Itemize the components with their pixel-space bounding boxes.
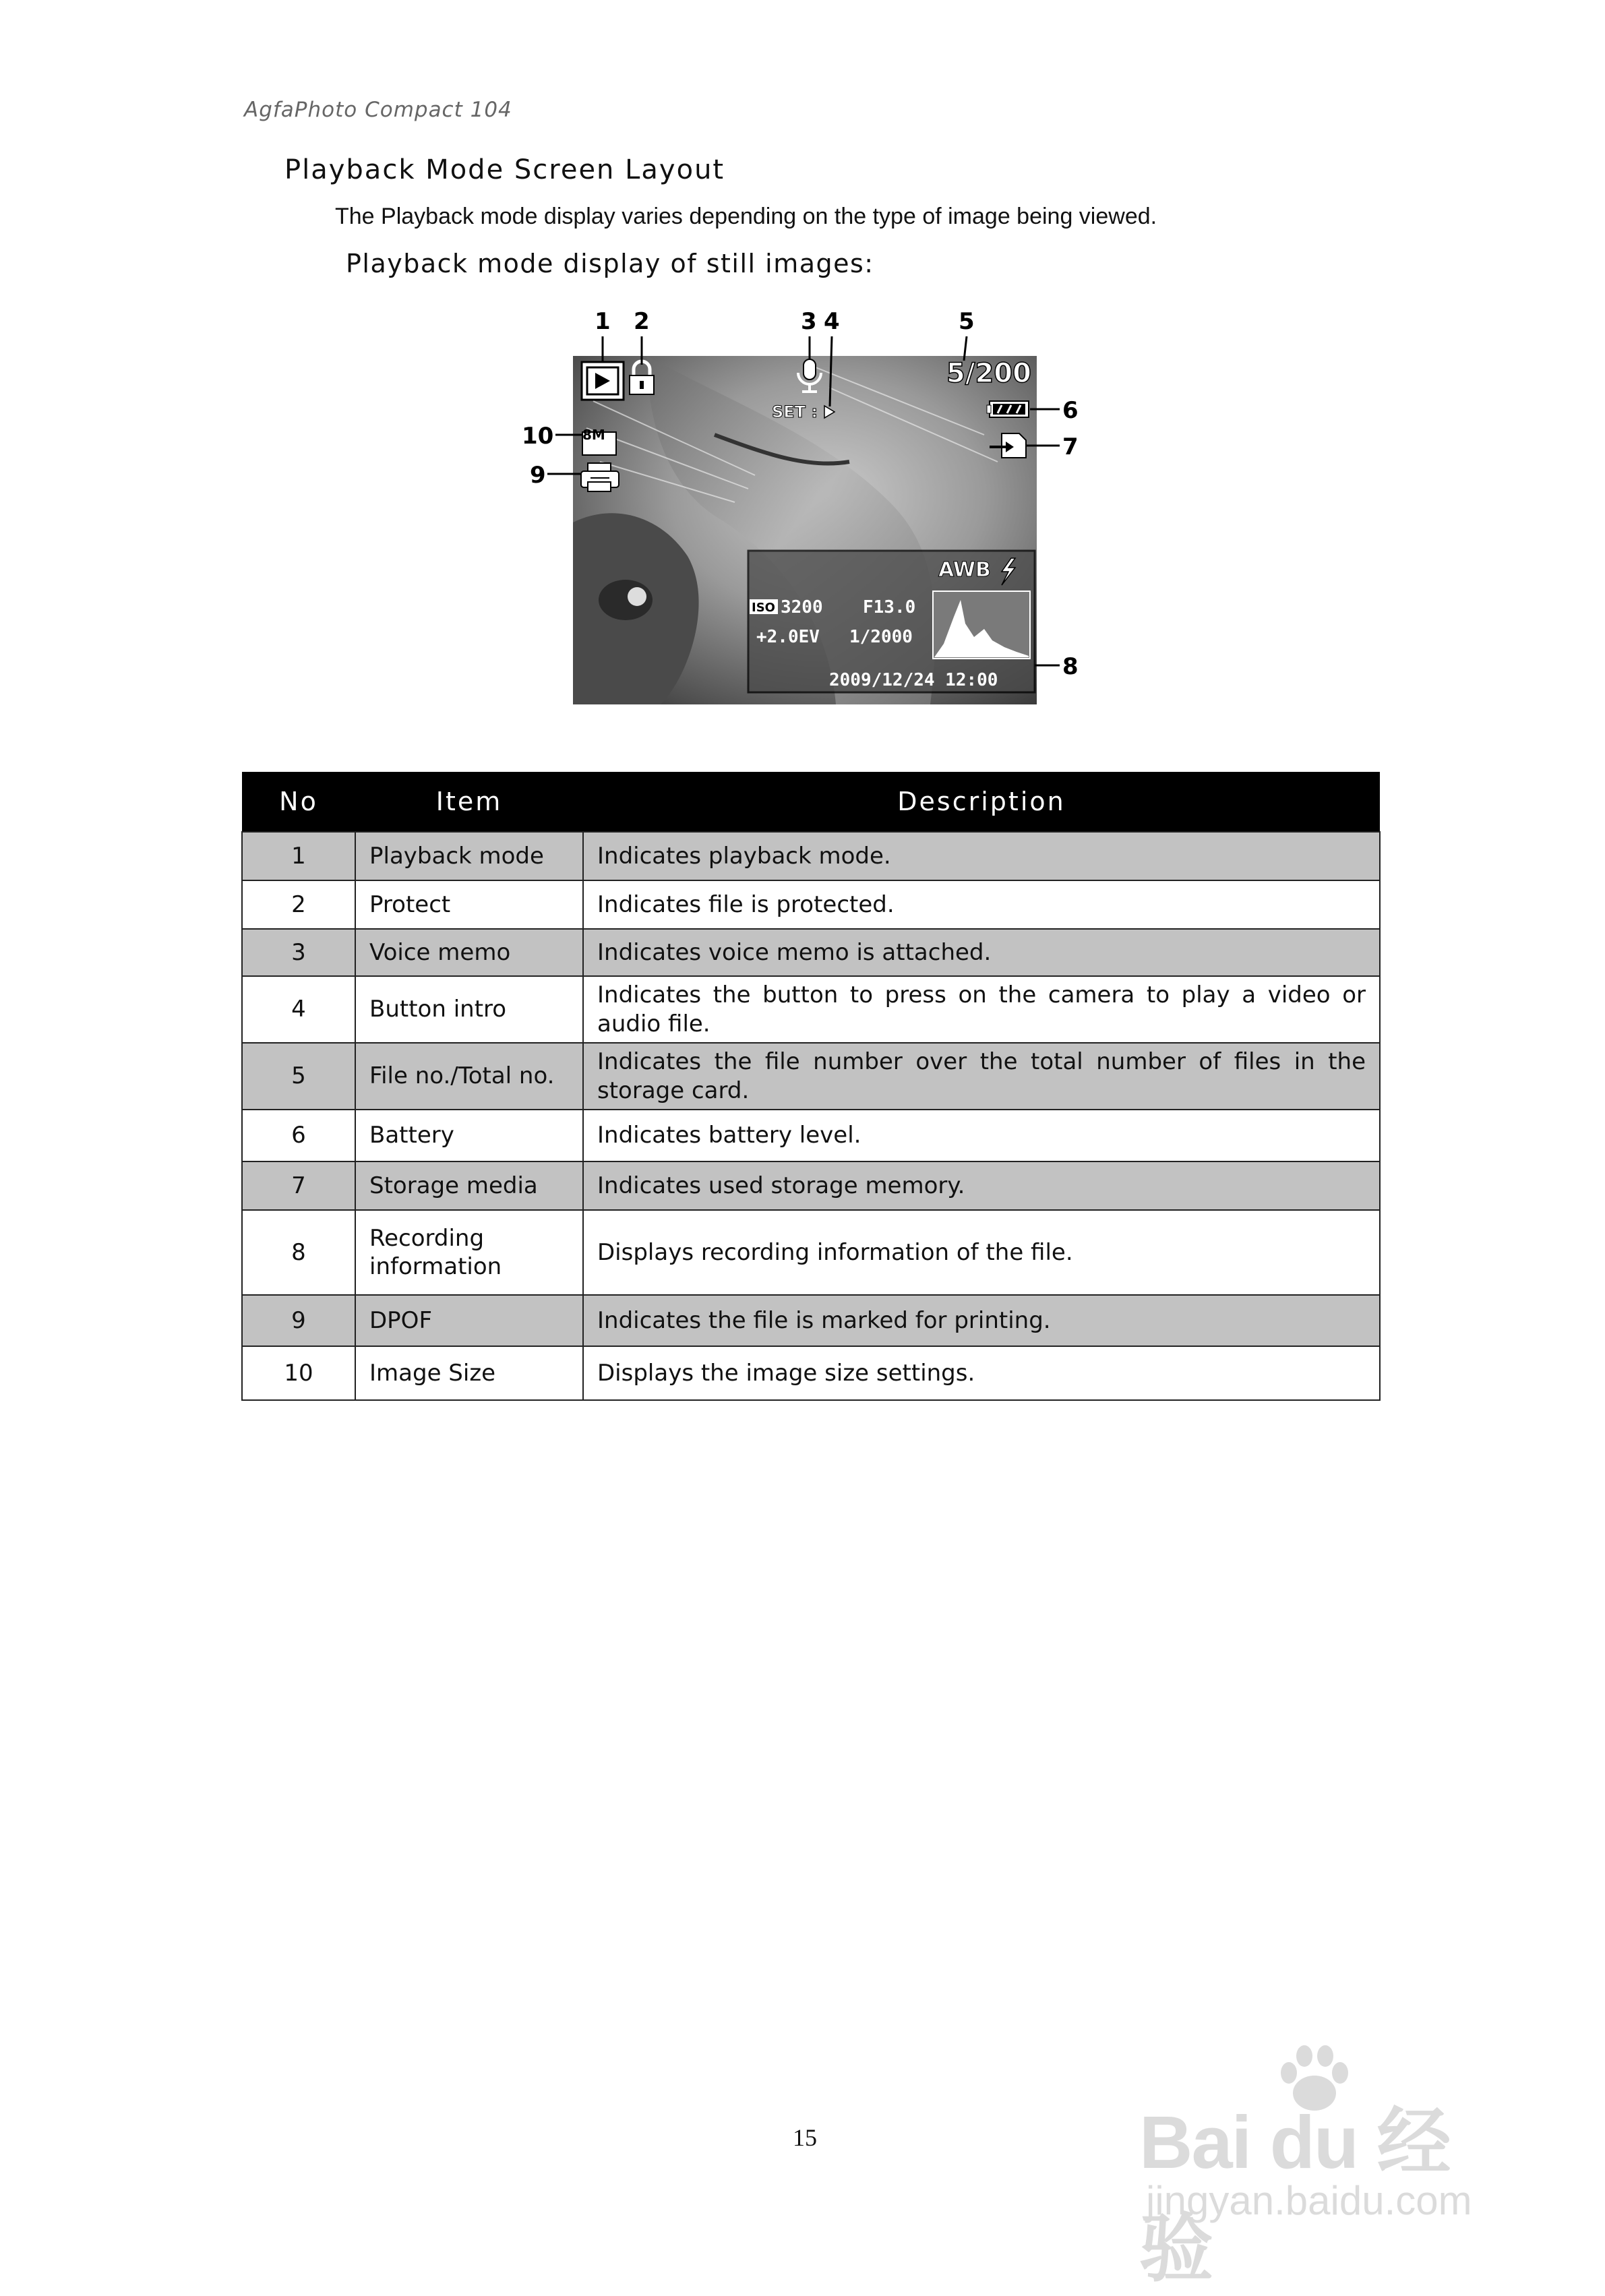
callout-8: 8 [1062, 653, 1079, 680]
row-no: 6 [242, 1110, 355, 1161]
watermark-brand: Bai du 经验 [1139, 2101, 1450, 2291]
table-row [242, 1110, 1380, 1161]
iso-label: ISO [752, 601, 775, 615]
row-description: Displays the image size settings. [583, 1346, 1380, 1400]
recording-info-panel [748, 551, 1035, 692]
row-item: Protect [355, 880, 583, 929]
row-description: Indicates the file is marked for printing. [583, 1295, 1380, 1346]
callout-10: 10 [522, 423, 554, 450]
set-label: SET : [772, 402, 818, 421]
row-no: 2 [242, 880, 355, 929]
table-row [242, 1210, 1380, 1295]
header-no: No [242, 772, 355, 832]
iso-value: 3200 [781, 597, 823, 617]
row-description: Indicates voice memo is attached. [583, 929, 1380, 976]
row-description: Indicates the button to press on the camera to play a video or audio file. [583, 976, 1380, 1043]
table-row [242, 832, 1380, 880]
row-no: 10 [242, 1346, 355, 1400]
cat-highlight [628, 587, 646, 606]
row-item: Button intro [355, 976, 583, 1043]
table-row [242, 1346, 1380, 1400]
row-item: Voice memo [355, 929, 583, 976]
callout-7: 7 [1062, 433, 1079, 460]
figure-drawing [512, 300, 1092, 704]
header-item: Item [355, 772, 583, 832]
table-row [242, 880, 1380, 929]
row-item: DPOF [355, 1295, 583, 1346]
table-row [242, 976, 1380, 1043]
callout-3: 3 [801, 308, 817, 335]
row-no: 7 [242, 1161, 355, 1210]
running-title: AgfaPhoto Compact 104 [244, 98, 512, 122]
intro-paragraph: The Playback mode display varies depending on the type of image being viewed. [335, 204, 1157, 229]
shutter: 1/2000 [849, 627, 913, 647]
row-item: Storage media [355, 1161, 583, 1210]
battery-icon [987, 401, 1029, 417]
row-item: Battery [355, 1110, 583, 1161]
callout-2: 2 [634, 308, 650, 335]
playback-screen-figure [512, 300, 1092, 704]
row-description: Indicates used storage memory. [583, 1161, 1380, 1210]
histogram-icon [933, 591, 1030, 659]
row-description: Indicates file is protected. [583, 880, 1380, 929]
row-no: 9 [242, 1295, 355, 1346]
awb-label: AWB [938, 558, 991, 582]
callout-6: 6 [1062, 397, 1079, 424]
table-row [242, 1043, 1380, 1110]
callout-4: 4 [824, 308, 840, 335]
callout-9: 9 [530, 462, 546, 489]
section-title: Playback Mode Screen Layout [284, 154, 725, 185]
row-item: Recording information [355, 1210, 583, 1295]
table-row [242, 1161, 1380, 1210]
row-item: Image Size [355, 1346, 583, 1400]
row-no: 3 [242, 929, 355, 976]
callout-5: 5 [959, 308, 975, 335]
file-counter: 5/200 [946, 358, 1031, 389]
callout-1: 1 [595, 308, 611, 335]
row-no: 4 [242, 976, 355, 1043]
row-description: Indicates the file number over the total number of files in the storage card. [583, 1043, 1380, 1110]
row-no: 5 [242, 1043, 355, 1110]
header-description: Description [583, 772, 1380, 832]
row-description: Indicates playback mode. [583, 832, 1380, 880]
aperture: F13.0 [863, 597, 916, 617]
size-label: 8M [582, 427, 605, 443]
row-item: File no./Total no. [355, 1043, 583, 1110]
datetime: 2009/12/24 12:00 [829, 670, 998, 690]
exposure: +2.0EV [756, 627, 820, 647]
row-description: Indicates battery level. [583, 1110, 1380, 1161]
row-no: 1 [242, 832, 355, 880]
camera-screen [573, 356, 1037, 704]
table-row [242, 1295, 1380, 1346]
table-header-row [242, 772, 1380, 832]
row-item: Playback mode [355, 832, 583, 880]
baidu-watermark [1139, 2043, 1517, 2291]
subheading: Playback mode display of still images: [346, 249, 874, 278]
watermark-url: jingyan.baidu.com [1146, 2178, 1472, 2223]
row-description: Displays recording information of the file. [583, 1210, 1380, 1295]
page-number: 15 [793, 2124, 817, 2151]
row-no: 8 [242, 1210, 355, 1295]
table-row [242, 929, 1380, 976]
playback-items-table [241, 772, 1381, 1401]
